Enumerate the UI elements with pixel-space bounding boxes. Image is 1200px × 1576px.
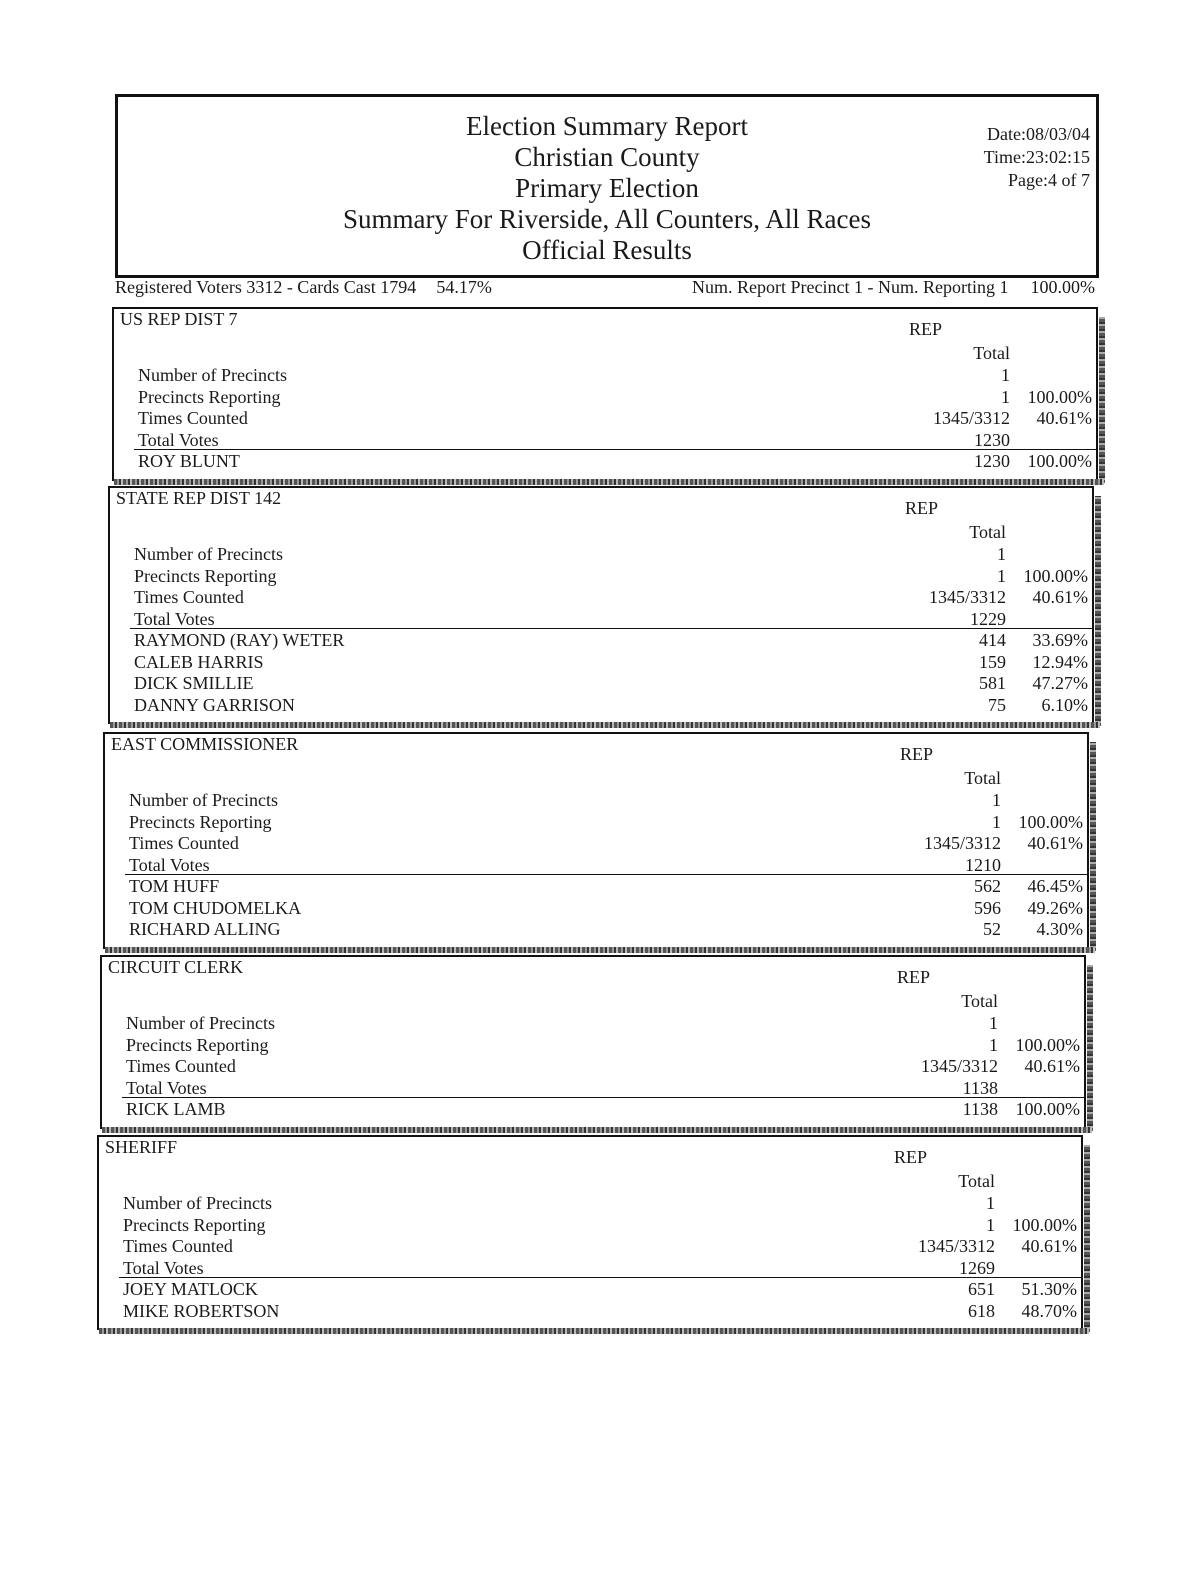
race-block — [108, 486, 1094, 724]
stat-value: 1345/3312 — [932, 408, 1010, 428]
turnout-pct: 54.17% — [436, 277, 492, 297]
stat-pct — [1008, 544, 1088, 566]
report-date: Date:08/03/04 — [987, 124, 1090, 144]
party-label: REP — [897, 967, 931, 987]
stat-value: 1 — [1001, 386, 1010, 407]
candidate-name: DANNY GARRISON — [134, 694, 295, 715]
party-label: REP — [894, 1147, 928, 1167]
precincts-reporting-summary: Num. Report Precinct 1 - Num. Reporting 1 — [692, 277, 1009, 297]
candidate-votes: 596 — [974, 897, 1001, 918]
stat-pct — [1008, 609, 1088, 631]
stat-value: 1138 — [962, 1077, 998, 1098]
race-title: SHERIFF — [105, 1137, 178, 1157]
stat-label-precincts-reporting: Precincts Reporting — [126, 1034, 269, 1055]
stat-labels — [123, 1193, 272, 1279]
stat-pct: 40.61% — [1027, 833, 1083, 853]
stat-label-num-precincts: Number of Precincts — [129, 790, 278, 810]
candidate-votes: 1230 — [974, 451, 1010, 471]
title-line-status: Official Results — [522, 235, 692, 265]
stat-label-precincts-reporting: Precincts Reporting — [138, 386, 281, 407]
percent-column — [997, 1193, 1077, 1322]
candidate-pct: 100.00% — [1015, 1099, 1080, 1119]
candidate-votes: 52 — [983, 919, 1001, 939]
stat-label-precincts-reporting: Precincts Reporting — [123, 1214, 266, 1235]
candidate-name: TOM HUFF — [129, 876, 220, 896]
percent-column — [1003, 790, 1083, 941]
race-block — [103, 732, 1089, 949]
stat-label-num-precincts: Number of Precincts — [123, 1193, 272, 1213]
stat-labels — [126, 1013, 275, 1099]
registered-cast: Registered Voters 3312 - Cards Cast 1794 — [115, 277, 417, 297]
stat-value: 1 — [992, 811, 1001, 832]
stat-pct — [1000, 1013, 1080, 1035]
candidate-pct: 100.00% — [1027, 451, 1092, 471]
shadow-edge — [1090, 742, 1096, 951]
race-block — [100, 955, 1086, 1129]
candidate-name: RICHARD ALLING — [129, 919, 281, 939]
report-page-number: Page:4 of 7 — [1008, 170, 1090, 190]
candidate-votes: 75 — [988, 694, 1006, 715]
candidate-name: DICK SMILLIE — [134, 673, 254, 693]
report-time: Time:23:02:15 — [983, 147, 1090, 167]
candidate-pct: 48.70% — [1021, 1300, 1077, 1321]
stat-label-total-votes: Total Votes — [129, 854, 210, 875]
stat-pct: 100.00% — [1015, 1034, 1080, 1055]
candidate-votes: 414 — [979, 630, 1006, 650]
candidate-separator — [119, 1277, 1081, 1278]
stat-pct: 100.00% — [1023, 565, 1088, 586]
report-title — [118, 111, 1096, 266]
candidate-name: MIKE ROBERTSON — [123, 1300, 280, 1321]
candidate-pct: 33.69% — [1032, 630, 1088, 650]
title-line-election: Primary Election — [515, 173, 699, 203]
title-line-report: Election Summary Report — [466, 111, 748, 141]
candidate-votes: 562 — [974, 876, 1001, 896]
stat-value: 1 — [997, 544, 1006, 564]
values-column — [870, 544, 1006, 716]
stat-pct — [1003, 790, 1083, 812]
race-block — [97, 1135, 1083, 1330]
candidate-name: TOM CHUDOMELKA — [129, 897, 302, 918]
stat-pct — [1012, 430, 1092, 452]
stat-value: 1230 — [974, 429, 1010, 450]
shadow-edge — [1087, 965, 1093, 1131]
candidate-name: RAYMOND (RAY) WETER — [134, 630, 345, 650]
stat-label-precincts-reporting: Precincts Reporting — [134, 565, 277, 586]
candidate-list — [134, 630, 344, 716]
stat-pct — [1003, 855, 1083, 877]
stat-value: 1345/3312 — [920, 1056, 998, 1076]
candidate-name: RICK LAMB — [126, 1099, 226, 1119]
shadow-edge — [1095, 496, 1101, 726]
stat-label-total-votes: Total Votes — [138, 429, 219, 450]
race-title: STATE REP DIST 142 — [116, 488, 282, 508]
stat-value: 1 — [997, 565, 1006, 586]
race-title: CIRCUIT CLERK — [108, 957, 244, 977]
candidate-pct: 49.26% — [1027, 897, 1083, 918]
party-label: REP — [905, 498, 939, 518]
stat-label-num-precincts: Number of Precincts — [126, 1013, 275, 1033]
stat-label-times-counted: Times Counted — [123, 1236, 233, 1256]
stat-labels — [138, 365, 287, 451]
candidate-votes: 1138 — [962, 1099, 998, 1119]
stat-pct: 40.61% — [1024, 1056, 1080, 1076]
stat-value: 1 — [1001, 365, 1010, 385]
stat-label-num-precincts: Number of Precincts — [134, 544, 283, 564]
candidate-list — [126, 1099, 226, 1121]
stat-pct: 100.00% — [1018, 811, 1083, 832]
turnout-left — [115, 277, 492, 298]
total-column-header: Total — [961, 991, 998, 1011]
total-column-header: Total — [973, 343, 1010, 363]
candidate-pct: 4.30% — [1036, 919, 1083, 939]
stat-value: 1345/3312 — [928, 587, 1006, 607]
candidate-separator — [134, 449, 1096, 450]
percent-column — [1000, 1013, 1080, 1121]
stat-label-times-counted: Times Counted — [126, 1056, 236, 1076]
stat-label-num-precincts: Number of Precincts — [138, 365, 287, 385]
candidate-list — [123, 1279, 279, 1322]
candidate-pct: 46.45% — [1027, 876, 1083, 896]
turnout-right — [692, 277, 1095, 298]
party-label: REP — [900, 744, 934, 764]
total-column-header: Total — [958, 1171, 995, 1191]
percent-column — [1008, 544, 1088, 716]
total-column-header: Total — [964, 768, 1001, 788]
title-line-county: Christian County — [514, 142, 700, 172]
stat-value: 1269 — [959, 1257, 995, 1278]
stat-label-total-votes: Total Votes — [123, 1257, 204, 1278]
stat-value: 1 — [989, 1034, 998, 1055]
stat-value: 1229 — [970, 608, 1006, 629]
stat-labels — [129, 790, 278, 876]
values-column — [865, 790, 1001, 941]
stat-pct: 40.61% — [1032, 587, 1088, 607]
stat-pct: 100.00% — [1012, 1214, 1077, 1235]
candidate-name: JOEY MATLOCK — [123, 1279, 258, 1299]
report-meta — [984, 123, 1090, 192]
stat-pct — [1000, 1078, 1080, 1100]
stat-pct: 40.61% — [1021, 1236, 1077, 1256]
candidate-pct: 51.30% — [1021, 1279, 1077, 1299]
stat-value: 1 — [986, 1193, 995, 1213]
precincts-reporting-pct: 100.00% — [1030, 277, 1095, 297]
party-label: REP — [909, 319, 943, 339]
report-header-box — [115, 94, 1099, 278]
title-line-scope: Summary For Riverside, All Counters, All Races — [343, 204, 871, 234]
stat-label-total-votes: Total Votes — [126, 1077, 207, 1098]
stat-label-times-counted: Times Counted — [129, 833, 239, 853]
stat-pct: 40.61% — [1036, 408, 1092, 428]
shadow-edge — [1099, 317, 1105, 483]
stat-value: 1 — [992, 790, 1001, 810]
stat-value: 1 — [989, 1013, 998, 1033]
stat-value: 1345/3312 — [917, 1236, 995, 1256]
values-column — [859, 1193, 995, 1322]
candidate-pct: 6.10% — [1041, 694, 1088, 715]
turnout-summary — [115, 277, 1095, 299]
candidate-list — [129, 876, 301, 941]
stat-pct — [997, 1193, 1077, 1215]
race-title: EAST COMMISSIONER — [111, 734, 299, 754]
candidate-votes: 159 — [979, 651, 1006, 672]
candidate-separator — [130, 628, 1092, 629]
candidate-separator — [122, 1097, 1084, 1098]
stat-pct: 100.00% — [1027, 386, 1092, 407]
stat-pct — [1012, 365, 1092, 387]
candidate-list — [138, 451, 240, 473]
values-column — [874, 365, 1010, 473]
race-block — [112, 307, 1098, 481]
stat-value: 1345/3312 — [923, 833, 1001, 853]
values-column — [862, 1013, 998, 1121]
stat-value: 1210 — [965, 854, 1001, 875]
stat-labels — [134, 544, 283, 630]
candidate-pct: 47.27% — [1032, 673, 1088, 693]
candidate-votes: 581 — [979, 673, 1006, 693]
shadow-edge — [1084, 1145, 1090, 1332]
stat-label-total-votes: Total Votes — [134, 608, 215, 629]
total-column-header: Total — [969, 522, 1006, 542]
candidate-votes: 651 — [968, 1279, 995, 1299]
percent-column — [1012, 365, 1092, 473]
stat-label-times-counted: Times Counted — [138, 408, 248, 428]
stat-label-precincts-reporting: Precincts Reporting — [129, 811, 272, 832]
stat-value: 1 — [986, 1214, 995, 1235]
candidate-pct: 12.94% — [1032, 651, 1088, 672]
candidate-votes: 618 — [968, 1300, 995, 1321]
candidate-name: ROY BLUNT — [138, 451, 240, 471]
stat-pct — [997, 1258, 1077, 1280]
stat-label-times-counted: Times Counted — [134, 587, 244, 607]
candidate-name: CALEB HARRIS — [134, 651, 264, 672]
candidate-separator — [125, 874, 1087, 875]
race-title: US REP DIST 7 — [120, 309, 238, 329]
